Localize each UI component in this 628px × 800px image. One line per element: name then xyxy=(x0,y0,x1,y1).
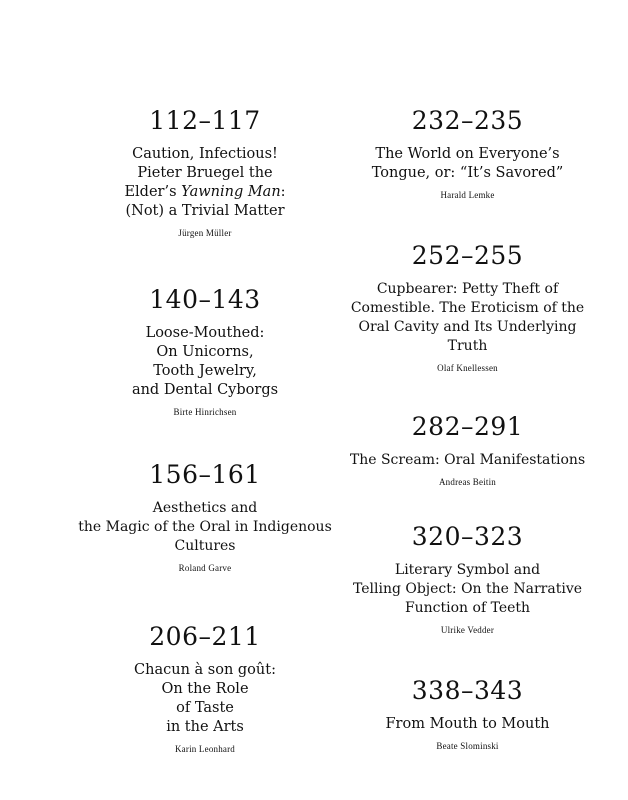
title-line: Caution, Infectious! xyxy=(132,146,278,162)
author: Jürgen Müller xyxy=(178,228,232,238)
title-line: On Unicorns, xyxy=(156,344,254,360)
title-line: Comestible. The Eroticism of the xyxy=(350,300,585,316)
title-line: Telling Object: On the Narrative xyxy=(352,581,583,597)
page-range: 156–161 xyxy=(149,460,261,489)
author: Andreas Beitin xyxy=(438,477,497,487)
title-line: Tooth Jewelry, xyxy=(153,363,257,379)
author: Birte Hinrichsen xyxy=(173,407,237,417)
entry-title xyxy=(60,499,350,556)
title-line: Tongue, or: “It’s Savored” xyxy=(371,165,564,181)
entry-title xyxy=(335,145,600,183)
title-line: The Scream: Oral Manifestations xyxy=(349,452,586,468)
title-line: (Not) a Trivial Matter xyxy=(125,203,285,219)
title-line: Cupbearer: Petty Theft of xyxy=(376,281,559,297)
title-italic: Yawning Man xyxy=(181,184,281,200)
title-line: Chacun à son goût: xyxy=(134,662,276,678)
toc-entry-282 xyxy=(335,414,600,487)
page-range: 206–211 xyxy=(149,622,261,651)
title-line: of Taste xyxy=(176,700,234,716)
page-range: 232–235 xyxy=(411,106,524,135)
author: Beate Slominski xyxy=(436,741,499,751)
title-line: The World on Everyone’s xyxy=(375,146,560,162)
author: Ulrike Vedder xyxy=(440,625,495,635)
page-range: 282–291 xyxy=(411,412,524,441)
page-range: 252–255 xyxy=(411,241,524,270)
toc-entry-156 xyxy=(60,462,350,573)
title-line xyxy=(70,183,340,202)
title-line: Oral Cavity and Its Underlying xyxy=(358,319,577,335)
entry-title xyxy=(70,145,340,221)
page-range: 320–323 xyxy=(411,522,524,551)
title-line: On the Role xyxy=(161,681,249,697)
title-line: Function of Teeth xyxy=(404,600,531,616)
title-line: Loose-Mouthed: xyxy=(145,325,265,341)
toc-entry-252 xyxy=(330,243,605,373)
entry-title xyxy=(335,451,600,470)
entry-title xyxy=(70,661,340,737)
author: Harald Lemke xyxy=(440,190,495,200)
title-line: Literary Symbol and xyxy=(394,562,541,578)
title-line: From Mouth to Mouth xyxy=(385,716,550,732)
title-line: Cultures xyxy=(174,538,236,554)
title-fragment: Elder’s xyxy=(124,184,182,200)
entry-title xyxy=(330,280,605,356)
toc-entry-320 xyxy=(330,524,605,635)
title-fragment: : xyxy=(280,184,286,200)
page-range: 112–117 xyxy=(149,106,261,135)
title-line: Truth xyxy=(447,338,488,354)
title-line: the Magic of the Oral in Indigenous xyxy=(78,519,332,535)
entry-title xyxy=(330,561,605,618)
author: Olaf Knellessen xyxy=(437,363,498,373)
toc-entry-232 xyxy=(335,108,600,200)
title-line: in the Arts xyxy=(166,719,244,735)
toc-entry-140 xyxy=(70,287,340,417)
title-line: Aesthetics and xyxy=(152,500,258,516)
title-line: Pieter Bruegel the xyxy=(137,165,273,181)
entry-title xyxy=(335,715,600,734)
entry-title xyxy=(70,324,340,400)
author: Karin Leonhard xyxy=(174,744,236,754)
page-range: 140–143 xyxy=(149,285,261,314)
toc-entry-206 xyxy=(70,624,340,754)
author: Roland Garve xyxy=(178,563,232,573)
title-line: and Dental Cyborgs xyxy=(131,382,279,398)
toc-entry-112 xyxy=(70,108,340,238)
page-range: 338–343 xyxy=(411,676,524,705)
toc-entry-338 xyxy=(335,678,600,751)
